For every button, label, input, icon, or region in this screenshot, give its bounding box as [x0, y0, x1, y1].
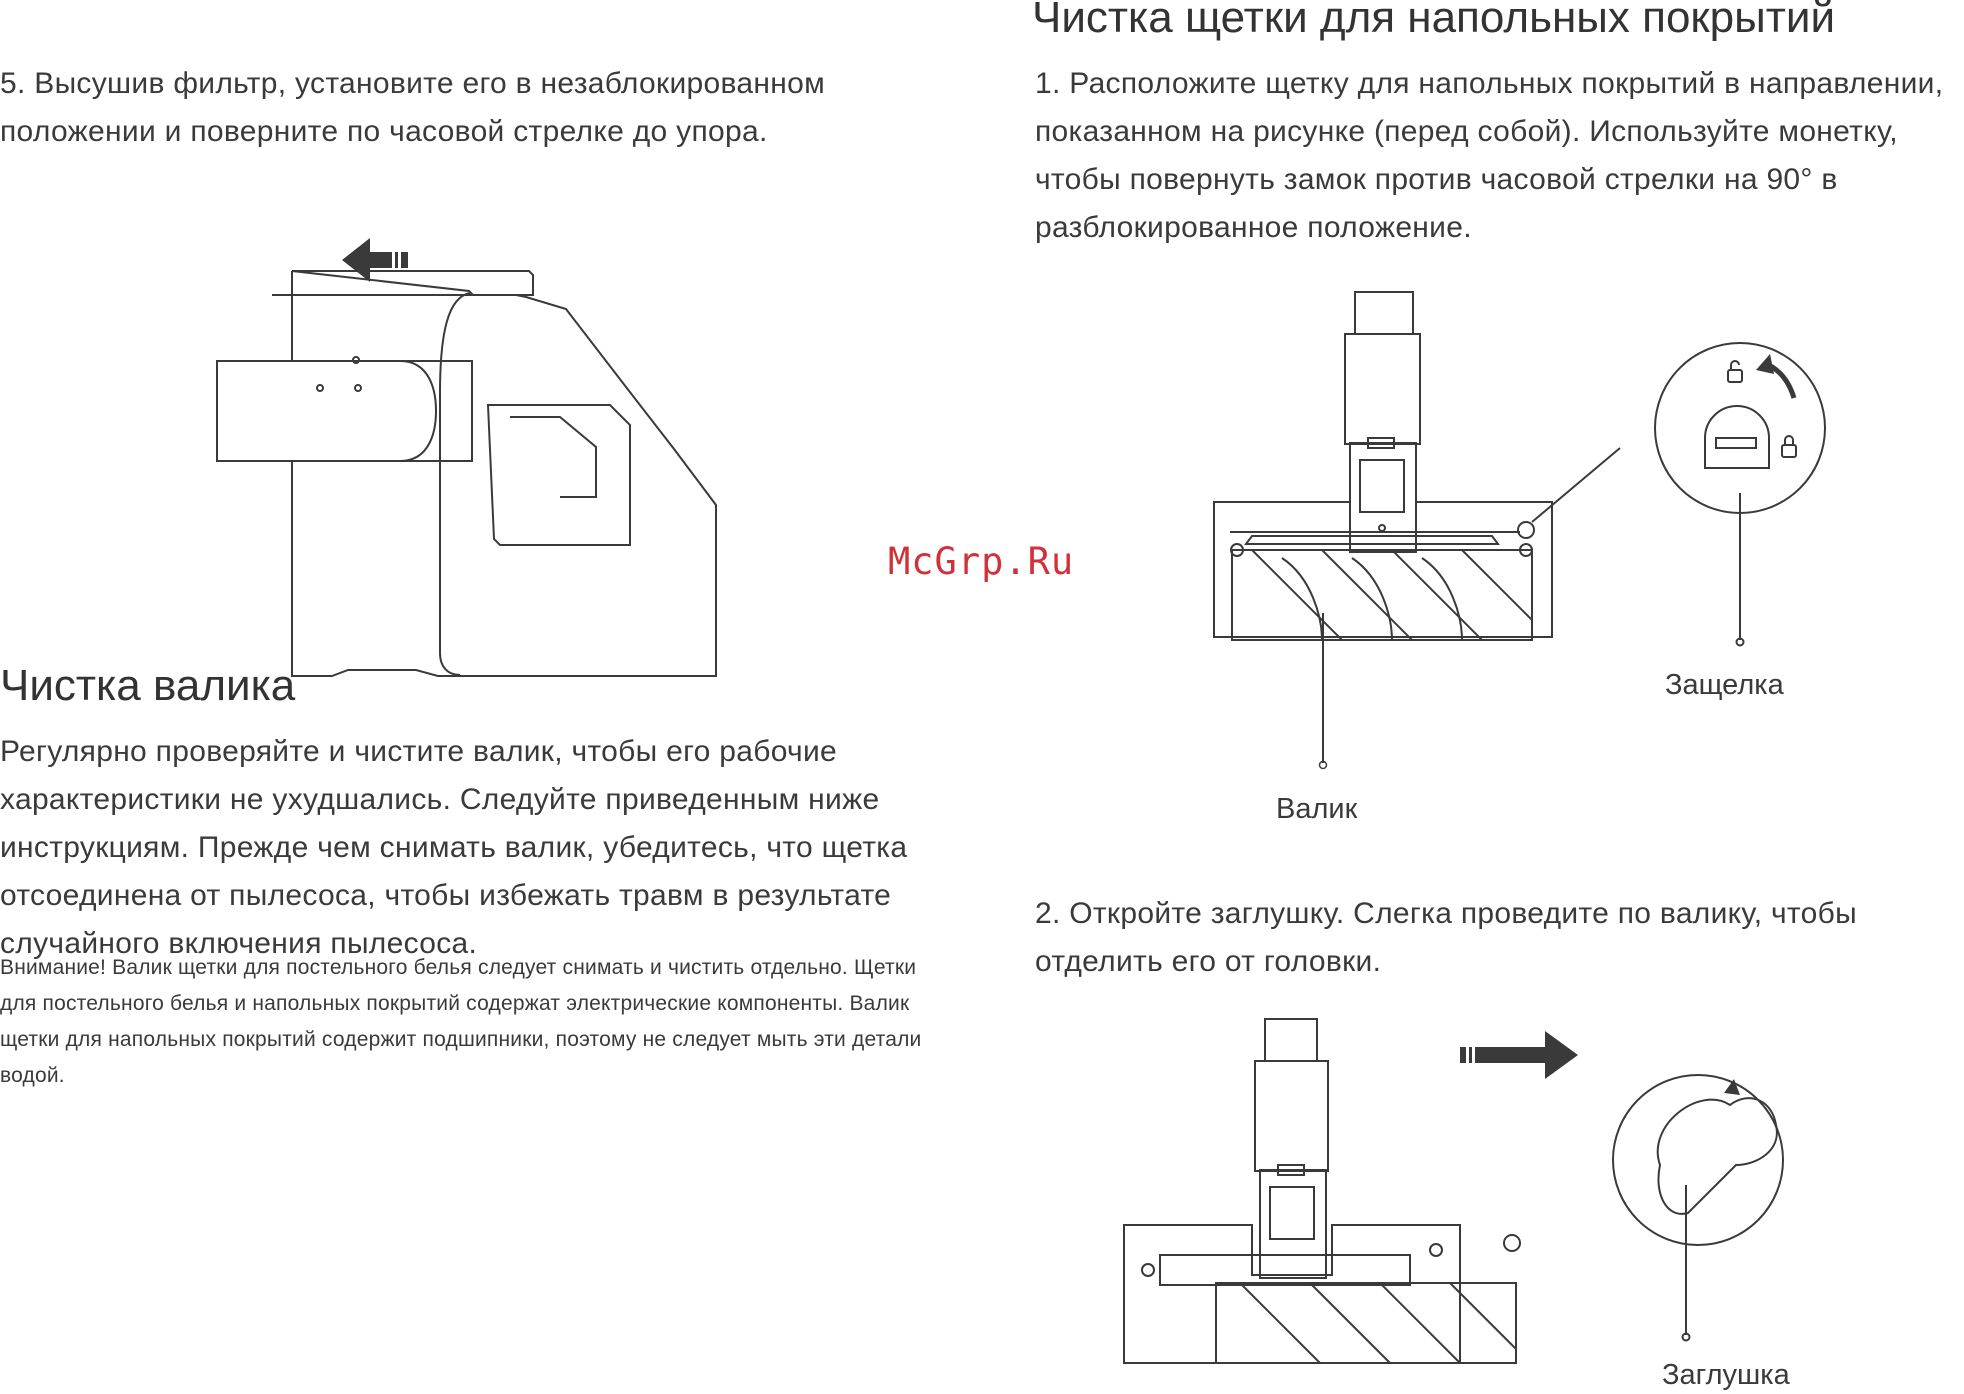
floor-brush-plug-illustration	[1120, 1015, 1840, 1375]
step-1-text: 1. Расположите щетку для напольных покрытий в направлении, показанном на рисунке (перед собой). Используйте монетку, чтобы повернуть замок против часовой стрелки на 90° в разблокированное положение.	[1035, 67, 1944, 244]
roller-section-title: Чистка валика	[0, 661, 296, 710]
floor-brush-title: Чистка щетки для напольных покрытий	[1032, 0, 1836, 42]
step-2-text: 2. Откройте заглушку. Слегка проведите по валику, чтобы отделить его от головки.	[1035, 897, 1857, 978]
watermark: McGrp.Ru	[888, 540, 1075, 583]
warning-note: Внимание! Валик щетки для постельного белья следует снимать и чистить отдельно. Щетки для постельного белья и напольных покрытий содержат электрические компоненты. Валик щетки для напольных покрытий содержит подшипники, поэтому не следует мыть эти детали водой.	[0, 956, 922, 1087]
roller-label-dot	[1318, 760, 1328, 770]
roller-label: Валик	[1276, 793, 1358, 825]
step-5-text: 5. Высушив фильтр, установите его в незаблокированном положении и поверните по часовой стрелке до упора.	[0, 67, 826, 148]
plug-label: Заглушка	[1662, 1359, 1790, 1391]
filter-housing-illustration	[170, 235, 700, 685]
roller-section-body: Регулярно проверяйте и чистите валик, чтобы его рабочие характеристики не ухудшались. Следуйте приведенным ниже инструкциям. Прежде чем снимать валик, убедитесь, что щетка отсоединена от пылесоса, чтобы избежать травм в результате случайного включения пылесоса.	[0, 735, 908, 960]
latch-label: Защелка	[1665, 669, 1784, 701]
floor-brush-unlock-illustration	[1210, 288, 1850, 668]
right-arrow-icon	[1460, 1031, 1578, 1079]
